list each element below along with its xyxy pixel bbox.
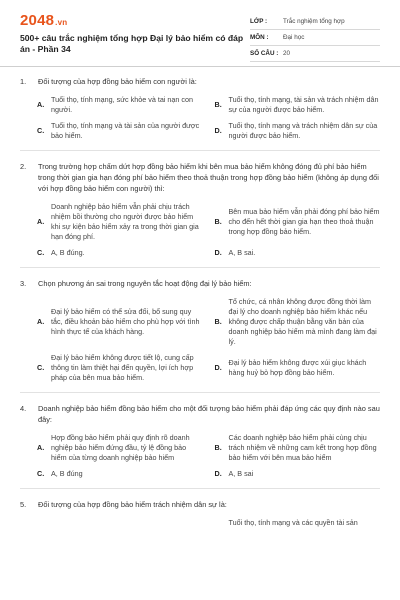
option-c[interactable]	[37, 353, 203, 383]
question-text: Chọn phương án sai trong nguyên tắc hoạt động đại lý bảo hiểm:	[38, 279, 252, 288]
option-label: D.	[214, 469, 222, 478]
question-2	[0, 161, 400, 268]
question-divider	[20, 488, 380, 489]
option-text: A, B sai	[228, 469, 254, 478]
logo-text: 2048	[20, 12, 55, 29]
option-label: C.	[37, 248, 45, 257]
option-label: D.	[214, 248, 222, 257]
option-text: A, B đúng	[51, 469, 83, 478]
option-label: B.	[214, 100, 222, 109]
option-label: A.	[37, 317, 45, 326]
answer-options	[20, 95, 380, 141]
site-logo[interactable]	[20, 12, 67, 29]
option-label: D.	[214, 363, 222, 372]
meta-value: Trắc nghiệm tổng hợp	[283, 18, 345, 25]
option-text: Hợp đồng bảo hiểm phải quy định rõ doanh nghiệp bảo hiểm đứng đầu, tỷ lệ đồng bảo hiểm của từng doanh nghiệp bảo hiểm	[51, 433, 190, 462]
option-label: D.	[214, 126, 222, 135]
option-a[interactable]	[37, 518, 203, 528]
question-number: 5.	[20, 500, 27, 509]
question-3	[0, 278, 400, 393]
question-5	[0, 499, 400, 528]
option-text: Các doanh nghiệp bảo hiểm phải cùng chịu trách nhiệm về những cam kết trong hợp đồng bảo hiểm với bên mua bảo hiểm	[228, 433, 377, 462]
question-divider	[20, 150, 380, 151]
question-number: 4.	[20, 404, 27, 413]
option-b[interactable]	[215, 202, 381, 242]
option-a[interactable]	[37, 433, 203, 463]
option-text: Tuổi thọ, tính mạng và trách nhiệm dân sự của người được bảo hiểm.	[228, 121, 378, 140]
question-stem	[20, 76, 380, 87]
logo-suffix: .vn	[55, 18, 68, 27]
meta-value: 20	[283, 50, 291, 57]
option-text: Bên mua bảo hiểm vẫn phải đóng phí bảo hiểm cho đến hết thời gian gia hạn theo thoả thuận trong hợp đồng bảo hiểm.	[228, 207, 380, 236]
question-list	[0, 76, 400, 528]
option-text: A, B đúng.	[51, 248, 85, 257]
option-label: C.	[37, 469, 45, 478]
answer-options	[20, 518, 380, 528]
option-text: Doanh nghiệp bảo hiểm vẫn phải chịu trách nhiệm bồi thường cho người được bảo hiểm khi sự kiện bảo hiểm xảy ra trong thời gian gia hạn đóng phí.	[51, 202, 199, 241]
question-divider	[20, 267, 380, 268]
option-label: B.	[214, 443, 222, 452]
meta-key: SỐ CÂU :	[250, 50, 279, 57]
option-text: Đại lý bảo hiểm không được xúi giục khách hàng huỷ bỏ hợp đồng bảo hiểm.	[228, 358, 367, 377]
option-text: A, B sai.	[228, 248, 256, 257]
option-b[interactable]	[215, 433, 381, 463]
question-1	[0, 76, 400, 151]
option-d[interactable]	[215, 353, 381, 383]
option-text: Tuổi thọ, tính mạng và các quyền tài sản	[228, 518, 358, 527]
option-c[interactable]	[37, 248, 203, 258]
option-label: C.	[37, 126, 45, 135]
question-number: 2.	[20, 162, 27, 171]
option-c[interactable]	[37, 121, 203, 141]
question-4	[0, 403, 400, 489]
question-text: Trong trường hợp chấm dứt hợp đồng bảo hiểm khi bên mua bảo hiểm không đóng đủ phí bảo hiểm trong thời gian gia hạn đóng phí bảo hiểm theo thoả thuận trong hợp đồng bảo hiểm (không áp dụng đối với hợp đồng bảo hiểm con người) thì:	[38, 162, 379, 193]
option-d[interactable]	[215, 248, 381, 258]
option-text: Đại lý bảo hiểm không được tiết lộ, cung cấp thông tin làm thiệt hại đến quyền, lợi ích hợp pháp của bên mua bảo hiểm.	[51, 353, 194, 382]
option-label: C.	[37, 363, 45, 372]
question-text: Đối tượng của hợp đồng bảo hiểm trách nhiệm dân sự là:	[38, 500, 227, 509]
option-text: Tuổi thọ, tính mạng, sức khỏe và tai nạn con người.	[51, 95, 193, 114]
question-stem	[20, 403, 380, 425]
option-b[interactable]	[215, 518, 381, 528]
option-d[interactable]	[215, 121, 381, 141]
option-text: Tổ chức, cá nhân không được đồng thời làm đại lý cho doanh nghiệp bảo hiểm khác nếu không được chấp thuận bằng văn bản của doanh nghiệp bảo hiểm mà mình đang làm đại lý.	[228, 297, 377, 346]
question-stem	[20, 499, 380, 510]
meta-key: LỚP :	[250, 18, 268, 25]
option-a[interactable]	[37, 297, 203, 347]
option-b[interactable]	[215, 95, 381, 115]
option-label: A.	[37, 217, 45, 226]
meta-row-count	[250, 46, 380, 62]
option-text: Đại lý bảo hiểm có thể sửa đổi, bổ sung quy tắc, điều khoản bảo hiểm cho phù hợp với tình hình thực tế của khách hàng.	[51, 307, 200, 336]
option-label: B.	[214, 317, 222, 326]
option-c[interactable]	[37, 469, 203, 479]
option-label: B.	[214, 217, 222, 226]
question-number: 3.	[20, 279, 27, 288]
option-label: A.	[37, 443, 45, 452]
meta-key: MÔN :	[250, 34, 269, 41]
answer-options	[20, 202, 380, 258]
question-number: 1.	[20, 77, 27, 86]
option-label: A.	[37, 100, 45, 109]
option-d[interactable]	[215, 469, 381, 479]
option-text: Tuổi thọ, tính mạng và tài sản của người được bảo hiểm.	[51, 121, 200, 140]
option-text: Tuổi thọ, tính mạng, tài sản và trách nhiệm dân sự của người được bảo hiểm.	[228, 95, 379, 114]
meta-row-class	[250, 14, 380, 30]
header-divider	[0, 66, 400, 67]
question-stem	[20, 161, 380, 194]
document-header	[0, 0, 400, 66]
meta-table	[250, 14, 380, 62]
option-a[interactable]	[37, 202, 203, 242]
question-divider	[20, 392, 380, 393]
question-text: Đối tượng của hợp đồng bảo hiểm con người là:	[38, 77, 197, 86]
question-text: Doanh nghiệp bảo hiểm đồng bảo hiểm cho một đối tượng bảo hiểm phải đáp ứng các quy định nào sau đây:	[38, 404, 380, 424]
meta-value: Đại học	[283, 34, 305, 41]
question-stem	[20, 278, 380, 289]
option-a[interactable]	[37, 95, 203, 115]
meta-row-subject	[250, 30, 380, 46]
document-title: 500+ câu trắc nghiệm tổng hợp Đại lý bảo hiểm có đáp án - Phần 34	[20, 33, 244, 54]
answer-options	[20, 433, 380, 479]
option-b[interactable]	[215, 297, 381, 347]
answer-options	[20, 297, 380, 383]
